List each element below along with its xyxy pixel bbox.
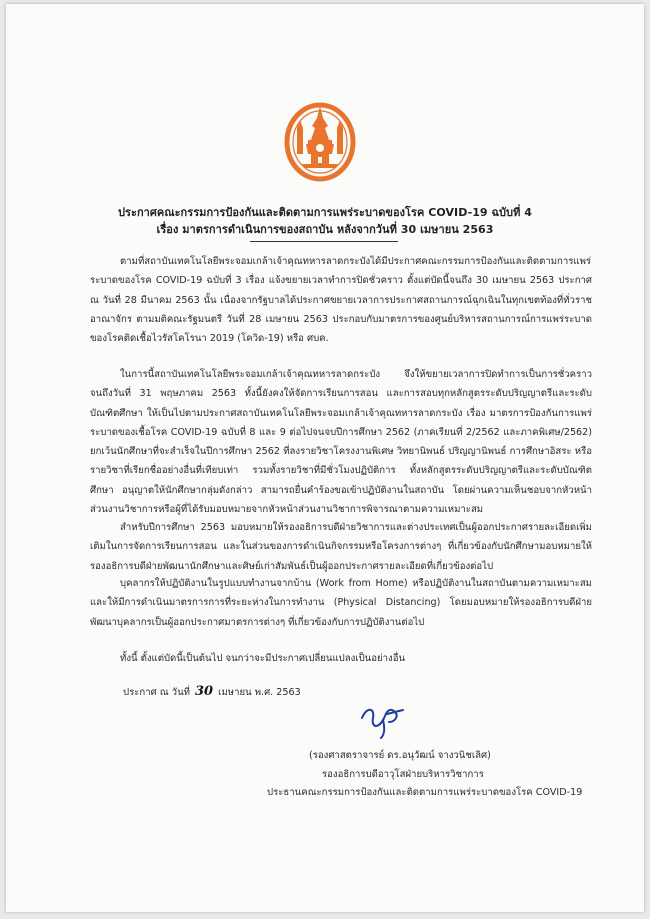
date-prefix: ประกาศ ณ วันที่	[123, 687, 190, 698]
document-page	[6, 4, 644, 912]
body-paragraph-4: บุคลากรให้ปฏิบัติงานในรูปแบบทำงานจากบ้าน (Work from Home) หรือปฏิบัติงานในสถาบันตามความเหมาะสมและให้มีการดำเนินมาตรการการที่ระยะห่างในการทำงาน (Physical Distancing) โดยมอบหมายให้รองอธิการบดีฝ่ายพัฒนาบุคลากรเป็นผู้ออกประกาศมาตรการต่างๆ ที่เกี่ยวข้องกับการปฏิบัติงานต่อไป	[90, 578, 592, 628]
institute-emblem-icon	[284, 98, 356, 182]
body-paragraph-1: ตามที่สถาบันเทคโนโลยีพระจอมเกล้าเจ้าคุณทหารลาดกระบังได้มีประกาศคณะกรรมการป้องกันและติดตามการแพร่ระบาดของโรค COVID-19 ฉบับที่ 3 เรื่อง แจ้งขยายเวลาทำการปิดชั่วคราว ตั้งแต่บัดนี้จนถึง 30 เมษายน 2563 ประกาศ ณ วันที่ 28 มีนาคม 2563 นั้น เนื่องจากรัฐบาลได้ประกาศขยายเวลาการประกาศสถานการณ์ฉุกเฉินในทุกเขตท้องที่ทั่วราชอาณาจักร ตามมติคณะรัฐมนตรี วันที่ 28 เมษายน 2563 ประกอบกับมาตรการของศูนย์บริหารสถานการณ์การแพร่ระบาดของโรคติดเชื้อไวรัสโคโรนา 2019 (โควิด-19) หรือ ศบค.	[90, 256, 592, 345]
announcement-title: ประกาศคณะกรรมการป้องกันและติดตามการแพร่ระบาดของโรค COVID-19 ฉบับที่ 4	[118, 206, 532, 219]
announcement-date	[123, 684, 301, 700]
handwritten-signature	[359, 702, 407, 740]
date-suffix: เมษายน พ.ศ. 2563	[218, 687, 301, 698]
signer-position: รองอธิการบดีอาวุโสฝ่ายบริหารวิชาการ	[322, 769, 484, 780]
signer-committee: ประธานคณะกรรมการป้องกันและติดตามการแพร่ระบาดของโรค COVID-19	[267, 787, 583, 798]
body-paragraph-3: สำหรับปีการศึกษา 2563 มอบหมายให้รองอธิการบดีฝ่ายวิชาการและต่างประเทศเป็นผู้ออกประกาศรายละเอียดเพิ่มเติมในการจัดการเรียนการสอน และในส่วนของการดำเนินกิจกรรมหรือโครงการต่างๆ ที่เกี่ยวข้องกับนักศึกษามอบหมายให้รองอธิการบดีฝ่ายพัฒนานักศึกษาและศิษย์เก่าสัมพันธ์เป็นผู้ออกประกาศรายละเอียดที่เกี่ยวข้องต่อไป	[90, 522, 592, 572]
announcement-subject: เรื่อง มาตรการดำเนินการของสถาบัน หลังจากวันที่ 30 เมษายน 2563	[156, 223, 494, 236]
title-underline	[250, 241, 398, 242]
date-day-handwritten: 30	[195, 684, 214, 699]
body-paragraph-2: ในการนี้สถาบันเทคโนโลยีพระจอมเกล้าเจ้าคุณทหารลาดกระบัง จึงให้ขยายเวลาการปิดทำการเป็นการชั่วคราวจนถึงวันที่ 31 พฤษภาคม 2563 ทั้งนี้ยังคงให้จัดการเรียนการสอน และการสอบทุกหลักสูตรระดับปริญญาตรีและระดับบัณฑิตศึกษา ให้เป็นไปตามประกาศสถาบันเทคโนโลยีพระจอมเกล้าเจ้าคุณทหารลาดกระบัง เรื่อง มาตรการป้องกันการแพร่ระบาดของเชื้อโรค COVID-19 ฉบับที่ 8 และ 9 ต่อไปจนจบปีการศึกษา 2562 (ภาคเรียนที่ 2/2562 และภาคพิเศษ/2562) ยกเว้นนักศึกษาที่จะสำเร็จในปีการศึกษา 2562 ที่ลงรายวิชาโครงงานพิเศษ วิทยานิพนธ์ ปริญญานิพนธ์ การศึกษาอิสระ หรือรายวิชาที่เรียกชื่ออย่างอื่นที่เทียบเท่า รวมทั้งรายวิชาที่มีชั่วโมงปฏิบัติการ ทั้งหลักสูตรระดับปริญญาตรีและระดับบัณฑิตศึกษา อนุญาตให้นักศึกษากลุ่มดังกล่าว สามารถยื่นคำร้องขอเข้าปฏิบัติงานในสถาบัน โดยผ่านความเห็นชอบจากหัวหน้าส่วนงานวิชาการหรือผู้ที่ได้รับมอบหมายจากหัวหน้าส่วนงานวิชาการพิจารณาตามความเหมาะสม	[90, 369, 592, 516]
signer-name: (รองศาสตราจารย์ ดร.อนุวัฒน์ จางวนิชเลิศ)	[309, 750, 491, 761]
body-paragraph-5: ทั้งนี้ ตั้งแต่บัดนี้เป็นต้นไป จนกว่าจะมีประกาศเปลี่ยนแปลงเป็นอย่างอื่น	[120, 653, 406, 664]
